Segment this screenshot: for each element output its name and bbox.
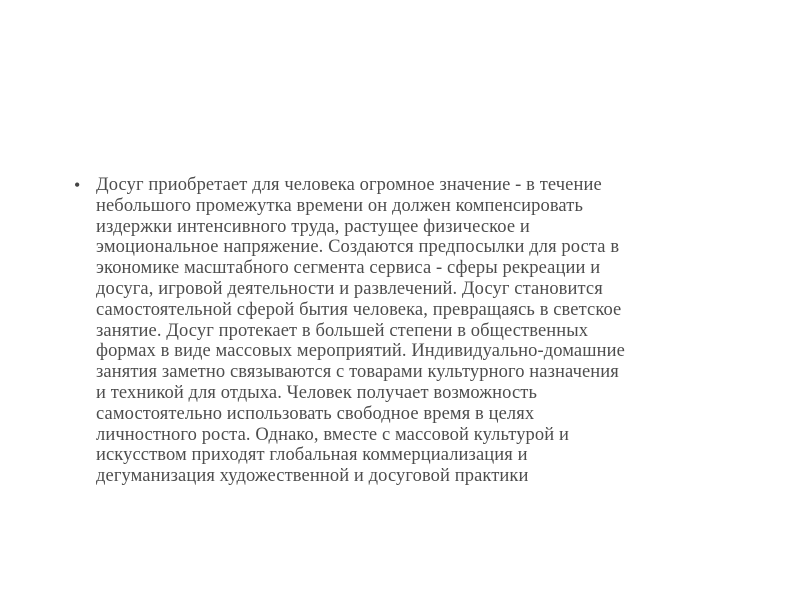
text-line: личностного роста. Однако, вместе с массовой культурой и [96,424,569,445]
text-line: дегуманизация художественной и досуговой практики [96,466,529,487]
text-line: эмоциональное напряжение. Создаются предпосылки для роста в [96,237,620,258]
text-line: самостоятельной сферой бытия человека, превращаясь в светское [96,299,622,320]
bullet-dot-icon: • [74,175,81,195]
text-line: издержки интенсивного труда, растущее физическое и [96,216,530,237]
text-line: формах в виде массовых мероприятий. Индивидуально-домашние [96,341,625,362]
text-line: занятие. Досуг протекает в большей степени в общественных [96,320,589,341]
bullet-list [72,175,732,487]
paragraph-text [96,175,732,487]
text-line: небольшого промежутка времени он должен компенсировать [96,195,583,216]
text-line: занятия заметно связываются с товарами культурного назначения [96,362,619,383]
text-line: и техникой для отдыха. Человек получает возможность [96,382,538,403]
text-line: досуга, игровой деятельности и развлечений. Досуг становится [96,278,603,299]
text-line: искусством приходят глобальная коммерциализация и [96,445,528,466]
bullet-item [72,175,732,487]
text-line: Досуг приобретает для человека огромное значение - в течение [96,175,602,195]
text-line: самостоятельно использовать свободное время в целях [96,403,535,424]
text-line: экономике масштабного сегмента сервиса - сферы рекреации и [96,258,601,279]
